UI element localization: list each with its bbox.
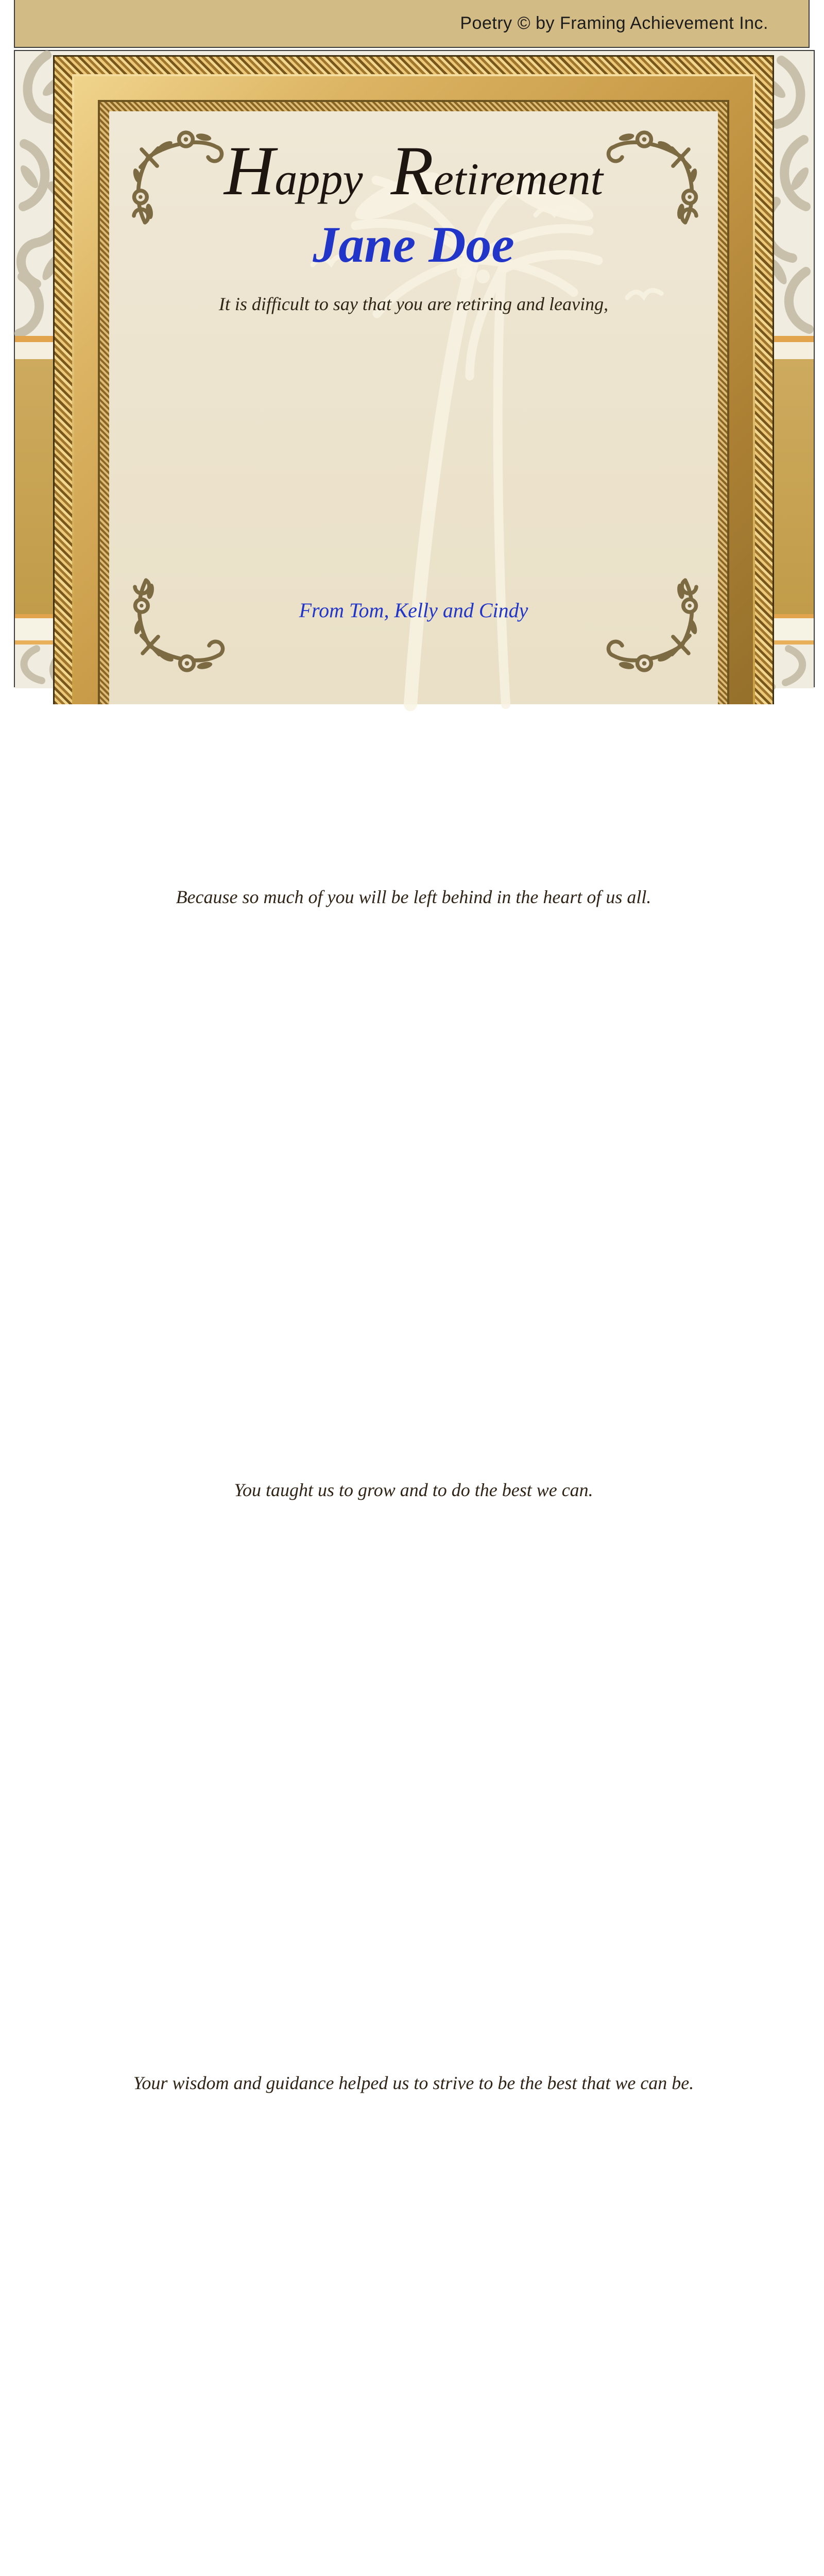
copyright-banner <box>14 0 810 48</box>
certificate-paper <box>109 111 718 2093</box>
poem-line: You taught us to grow and to do the best we can. <box>234 1480 593 1500</box>
copyright-text: Poetry © by Framing Achievement Inc. <box>460 13 768 33</box>
recipient-name: Jane Doe <box>313 216 514 273</box>
frame-ridge <box>72 74 755 2093</box>
title-word-happy: Happy <box>224 131 363 210</box>
frame-smooth-band <box>74 76 753 2093</box>
frame-filigree-band <box>100 102 727 2093</box>
frame-step <box>98 100 729 2093</box>
framed-poem-photo <box>14 50 815 2093</box>
poem-line: Because so much of you will be left behind in the heart of us all. <box>176 887 651 907</box>
poem-line: It is difficult to say that you are retiring and leaving, <box>218 294 609 314</box>
frame-rope-band <box>55 57 772 2093</box>
signature-line: From Tom, Kelly and Cindy <box>299 599 528 622</box>
title-word-retirement: Retirement <box>390 131 603 210</box>
gold-frame <box>53 55 774 2093</box>
poem-line: Your wisdom and guidance helped us to strive to be the best that we can be. <box>133 2073 694 2093</box>
